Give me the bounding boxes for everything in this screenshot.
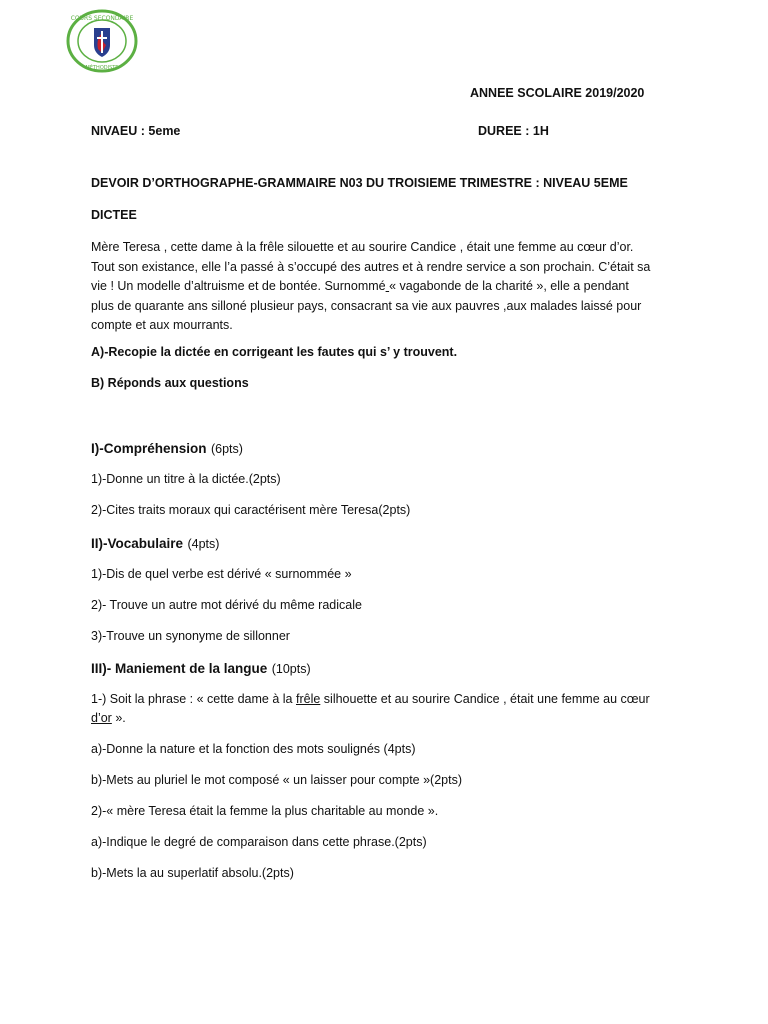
question-langue-b: b)-Mets au pluriel le mot composé « un laisser pour compte »(2pts) <box>91 773 462 787</box>
question-langue-1-line2 <box>91 711 126 725</box>
question-langue-2: 2)-« mère Teresa était la femme la plus charitable au monde ». <box>91 804 439 818</box>
question-langue-1-line1 <box>91 692 650 706</box>
section-vocabulaire-points: (4pts) <box>187 537 220 551</box>
dictation-text <box>91 238 691 336</box>
question-langue-1-text: ». <box>115 711 126 725</box>
question-langue-2a: a)-Indique le degré de comparaison dans cette phrase.(2pts) <box>91 835 427 849</box>
question-vocabulaire-3: 3)-Trouve un synonyme de sillonner <box>91 629 290 643</box>
section-vocabulaire-title: II)-Vocabulaire <box>91 536 184 551</box>
question-langue-1-text: 1-) Soit la phrase : « cette dame à la <box>91 692 293 706</box>
question-comprehension-2: 2)-Cites traits moraux qui caractérisent mère Teresa(2pts) <box>91 503 411 517</box>
question-langue-1-text: silhouette et au sourire Candice , était une femme au cœur <box>323 692 650 706</box>
dictation-line-part: vie ! Un modelle d’altruisme et de bontée. Surnommé <box>91 279 386 293</box>
section-langue-title: III)- Maniement de la langue <box>91 661 268 676</box>
section-comprehension-points: (6pts) <box>210 442 243 456</box>
dictation-line: Tout son existance, elle l’a passé à s’occupé des autres et à rendre service a son prochain. C’était sa <box>91 259 651 274</box>
question-vocabulaire-1: 1)-Dis de quel verbe est dérivé « surnommée » <box>91 567 352 581</box>
section-comprehension-title: I)-Compréhension <box>91 441 207 456</box>
section-langue <box>91 660 311 678</box>
logo-ring-text-bottom: MÉTHODISTE <box>85 65 119 71</box>
question-langue-a: a)-Donne la nature et la fonction des mots soulignés (4pts) <box>91 742 416 756</box>
duration-label: DUREE : 1H <box>478 124 549 138</box>
instruction-b: B) Réponds aux questions <box>91 376 249 390</box>
underlined-word-frele: frêle <box>295 692 321 706</box>
question-comprehension-1: 1)-Donne un titre à la dictée.(2pts) <box>91 472 281 486</box>
section-vocabulaire <box>91 535 219 553</box>
section-comprehension <box>91 440 243 458</box>
section-dictee: DICTEE <box>91 208 137 222</box>
dictation-line <box>91 277 691 297</box>
question-langue-2b: b)-Mets la au superlatif absolu.(2pts) <box>91 866 294 880</box>
dictation-line: compte et aux mourrants. <box>91 318 233 332</box>
dictation-line: plus de quarante ans silloné plusieur pays, consacrant sa vie aux pauvres ,aux malades laissé pour <box>91 298 642 313</box>
section-langue-points: (10pts) <box>271 662 311 676</box>
instruction-a: A)-Recopie la dictée en corrigeant les fautes qui s’ y trouvent. <box>91 345 458 359</box>
level-label: NIVAEU : 5eme <box>91 124 181 138</box>
dictation-line-part: « vagabonde de la charité », elle a pendant <box>389 279 629 293</box>
underlined-word-dor: d’or <box>91 711 112 725</box>
logo-ring-text-top: COURS SECONDAIRE <box>70 15 134 22</box>
dictation-line: Mère Teresa , cette dame à la frêle silouette et au sourire Candice , était une femme au cœur d’or. <box>91 240 634 254</box>
school-year: ANNEE SCOLAIRE 2019/2020 <box>470 86 645 100</box>
exam-title: DEVOIR D’ORTHOGRAPHE-GRAMMAIRE N03 DU TROISIEME TRIMESTRE : NIVEAU 5EME <box>91 176 628 190</box>
school-logo <box>66 9 138 73</box>
question-vocabulaire-2: 2)- Trouve un autre mot dérivé du même radicale <box>91 598 362 612</box>
